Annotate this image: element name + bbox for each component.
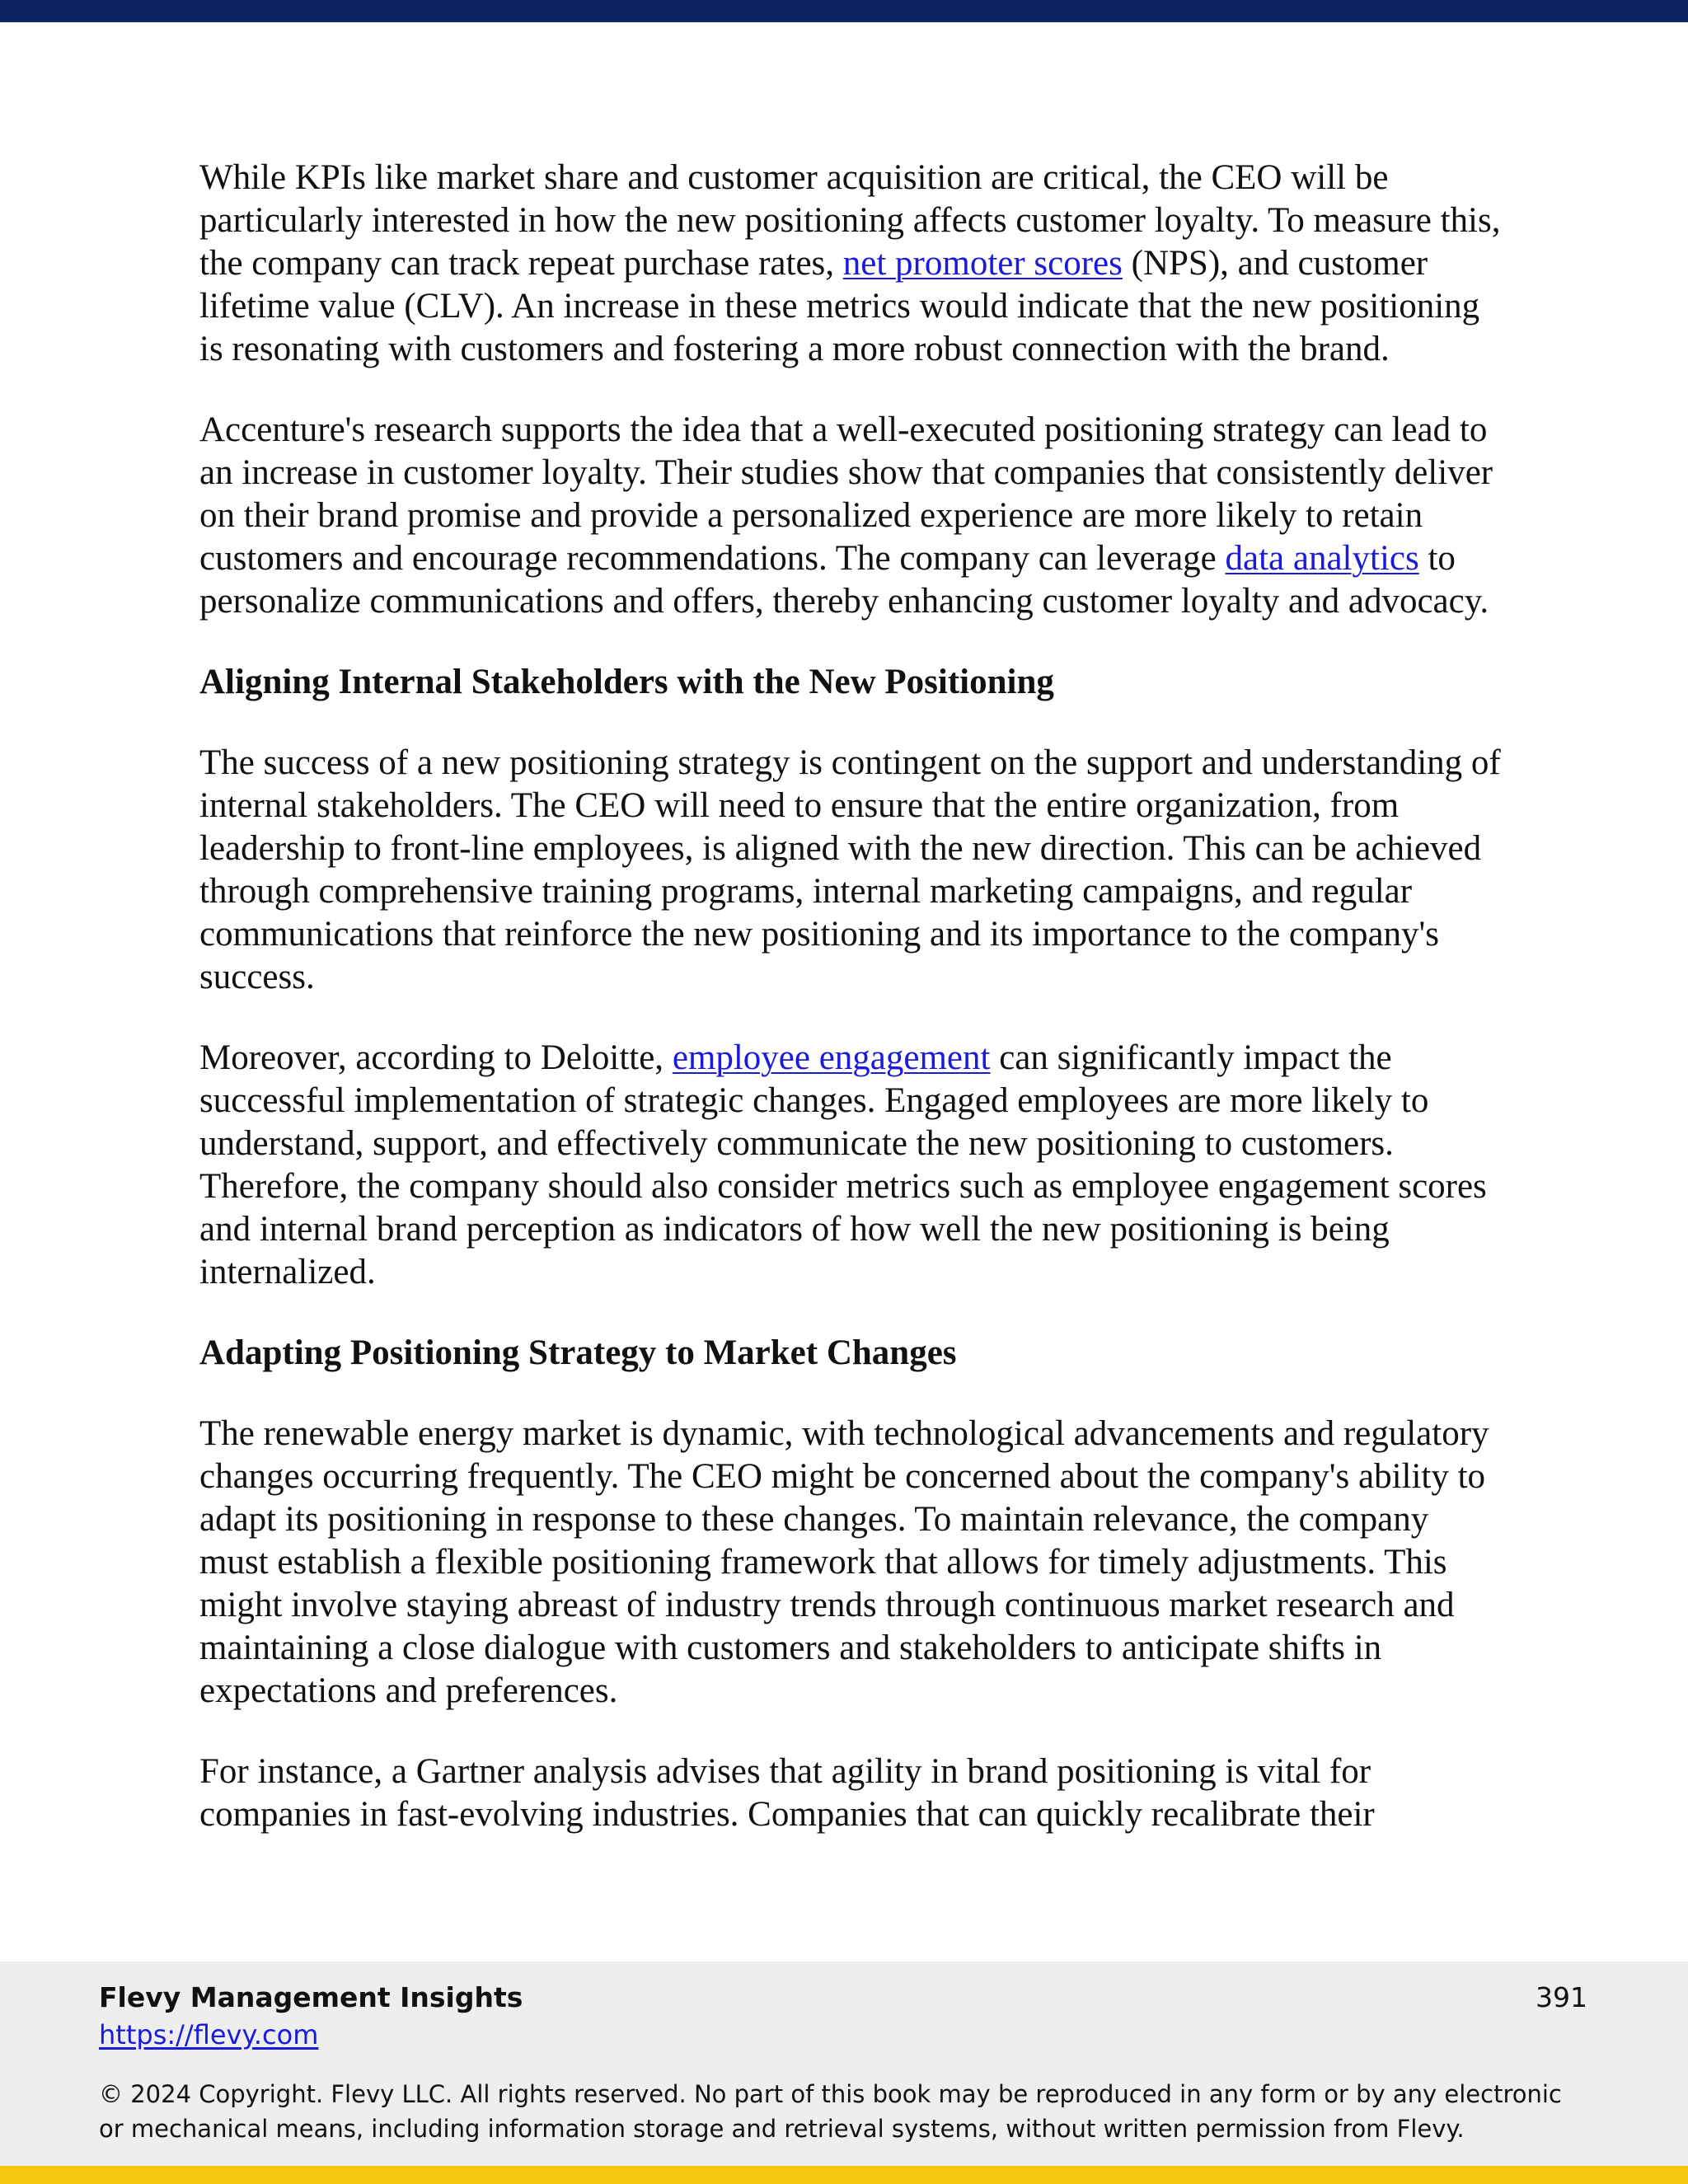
paragraph-deloitte-engagement <box>199 1037 1502 1294</box>
data-analytics-link[interactable]: data analytics <box>1225 539 1419 578</box>
paragraph-text: Accenture's research supports the idea that a well-executed positioning strategy can lead to an increase in customer loyalty. Their studies show that companies that consistently deliver on their brand promise and provide a personalized experience are more likely to retain customers and encourage recommendations. The company can leverage <box>199 410 1493 578</box>
net-promoter-scores-link[interactable]: net promoter scores <box>842 244 1123 283</box>
footer-url-link[interactable]: https://flevy.com <box>99 2019 319 2050</box>
paragraph-text: (NPS), and customer lifetime value (CLV). An increase in these metrics would indicate that the new positioning is resonating with customers and fostering a more robust connection with the brand. <box>199 244 1480 368</box>
page-footer <box>0 1961 1688 2166</box>
bottom-accent-bar <box>0 2166 1688 2184</box>
paragraph-text: Moreover, according to Deloitte, <box>199 1038 673 1077</box>
paragraph-accenture-research <box>199 409 1502 623</box>
employee-engagement-link[interactable]: employee engagement <box>672 1038 991 1077</box>
paragraph-text: to personalize communications and offers, thereby enhancing customer loyalty and advocacy. <box>199 539 1489 621</box>
paragraph-text: can significantly impact the successful implementation of strategic changes. Engaged employees are more likely to understand, support, and effectively communicate the new positioning to customers. Therefore, the company should also consider metrics such as employee engagement scores and internal brand perception as indicators of how well the new positioning is being internalized. <box>199 1038 1487 1291</box>
footer-brand: Flevy Management Insights <box>99 1981 523 2013</box>
heading-adapting-strategy: Adapting Positioning Strategy to Market Changes <box>199 1333 957 1372</box>
paragraph-renewable-market: The renewable energy market is dynamic, with technological advancements and regulatory changes occurring frequently. The CEO might be concerned about the company's ability to adapt its positioning in response to these changes. To maintain relevance, the company must establish a flexible positioning framework that allows for timely adjustments. This might involve staying abreast of industry trends through continuous market research and maintaining a close dialogue with customers and stakeholders to anticipate shifts in expectations and preferences. <box>199 1414 1489 1710</box>
paragraph-gartner-analysis: For instance, a Gartner analysis advises that agility in brand positioning is vital for companies in fast-evolving industries. Companies that can quickly recalibrate their <box>199 1752 1375 1834</box>
paragraph-internal-stakeholders: The success of a new positioning strategy is contingent on the support and understanding of internal stakeholders. The CEO will need to ensure that the entire organization, from leadership to front-line employees, is aligned with the new direction. This can be achieved through comprehensive training programs, internal marketing campaigns, and regular communications that reinforce the new positioning and its importance to the company's success. <box>199 743 1501 996</box>
heading-aligning-stakeholders: Aligning Internal Stakeholders with the New Positioning <box>199 663 1054 701</box>
top-accent-bar <box>0 0 1688 22</box>
page-body <box>199 157 1502 1874</box>
copyright-notice: © 2024 Copyright. Flevy LLC. All rights reserved. No part of this book may be reproduced in any form or by any electronic or mechanical means, including information storage and retrieval systems, without written permission from Flevy. <box>99 2080 1562 2143</box>
page-number: 391 <box>1536 1981 1587 2013</box>
paragraph-customer-loyalty <box>199 157 1502 371</box>
paragraph-text: While KPIs like market share and customer acquisition are critical, the CEO will be particularly interested in how the new positioning affects customer loyalty. To measure this, the company can track repeat purchase rates, <box>199 158 1501 283</box>
